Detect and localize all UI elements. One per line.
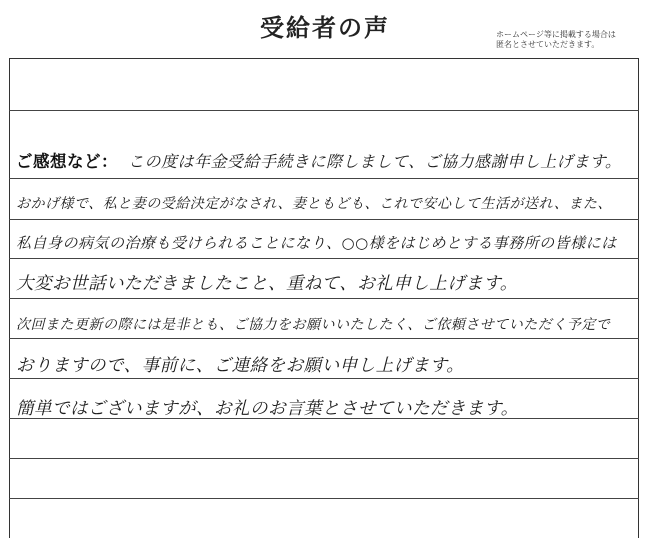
ruled-line (9, 298, 639, 299)
ruled-line (9, 258, 639, 259)
comments-label: ご感想など： (16, 152, 118, 171)
handwritten-line-4: 大変お世話いただきましたこと、重ねて、お礼申し上げます。 (16, 274, 518, 294)
ruled-line (9, 378, 639, 379)
handwritten-line-5: 次回また更新の際には是非とも、ご協力をお願いいたしたく、ご依頼させていただく予定で (16, 317, 611, 333)
handwritten-line-1 (16, 148, 621, 172)
anonymity-note (496, 30, 616, 50)
handwritten-line-3: 私自身の病気の治療も受けられることになり、○○様をはじめとする事務所の皆様には (16, 234, 617, 252)
handwritten-line-6: おりますので、事前に、ご連絡をお願い申し上げます。 (16, 356, 465, 376)
page-title: 受給者の声 (260, 14, 390, 42)
anonymity-note-line-1: ホームページ等に掲載する場合は (496, 30, 616, 39)
ruled-line (9, 498, 639, 499)
ruled-line (9, 338, 639, 339)
handwritten-text: この度は年金受給手続きに際しまして、ご協力感謝申し上げます。 (128, 152, 622, 171)
anonymity-note-line-2: 匿名とさせていただきます。 (496, 40, 600, 49)
ruled-line (9, 458, 639, 459)
handwritten-line-2: おかげ様で、私と妻の受給決定がなされ、妻ともども、これで安心して生活が送れ、また、 (16, 196, 612, 212)
ruled-line (9, 110, 639, 111)
ruled-line (9, 178, 639, 179)
ruled-line (9, 219, 639, 220)
handwritten-line-7: 簡単ではございますが、お礼のお言葉とさせていただきます。 (16, 399, 519, 419)
